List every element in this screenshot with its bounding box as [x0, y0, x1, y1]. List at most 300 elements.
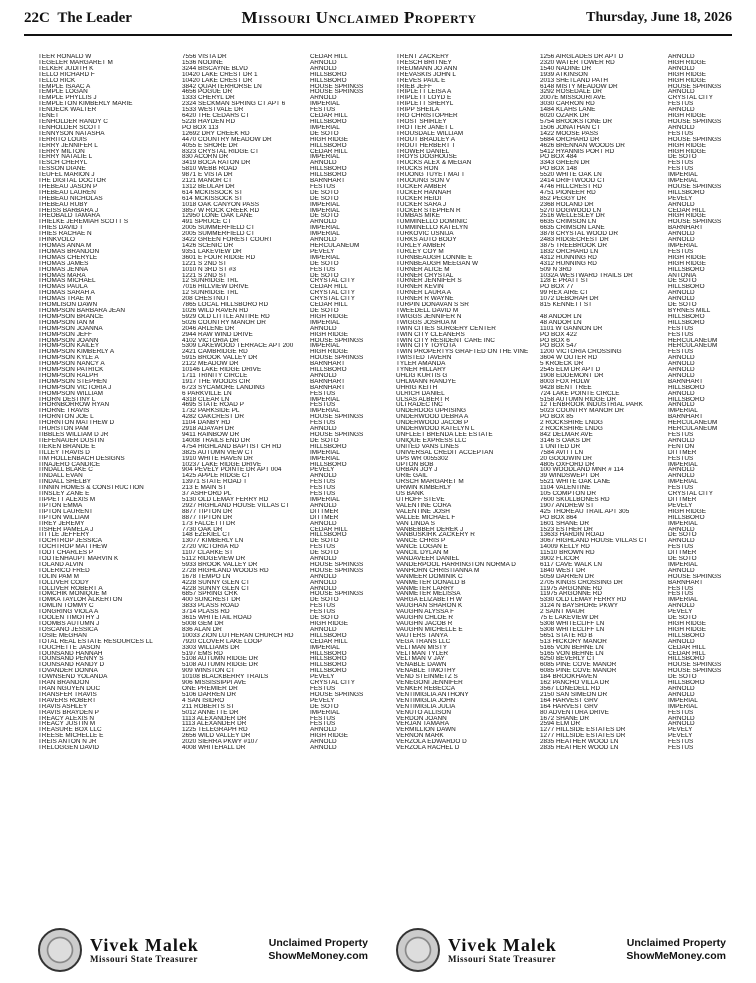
- owner-name: VANCIL DYLAN M: [396, 550, 449, 557]
- owner-name: UNIVERSAL CREDIT ACCEPTAN: [396, 449, 494, 456]
- owner-city: HIGH RIDGE: [668, 113, 706, 119]
- owner-address: 2368 ROLAND DR: [540, 201, 594, 208]
- owner-city: ARNOLD: [310, 739, 337, 746]
- owner-address: 208 CHESTNUT: [182, 296, 230, 303]
- owner-name: TWIN CITY RESIDENT CARE INC: [396, 337, 495, 344]
- owner-city: DE SOTO: [310, 130, 339, 137]
- owner-city: ARNOLD: [668, 372, 695, 379]
- owner-city: FESTUS: [668, 101, 694, 108]
- owner-address: 2483 RIDGECREST DR: [540, 237, 609, 243]
- owner-city: DE SOTO: [668, 302, 697, 308]
- owner-address: 12 SUNRIDGE TRL: [182, 290, 239, 297]
- owner-city: HIGH RIDGE: [668, 626, 706, 633]
- owner-name: THOMAS TRAE M: [38, 296, 92, 303]
- owner-city: IMPERIAL: [310, 396, 340, 403]
- owner-name: TISHER PAMELA J: [38, 526, 94, 533]
- owner-name: TEMPLE PHYLLIS J: [38, 95, 97, 102]
- owner-city: IMPERIAL: [310, 644, 340, 651]
- owner-address: PO BOX 422: [540, 331, 577, 338]
- owner-name: TIREY JEREMY: [38, 520, 85, 527]
- owner-name: THOMPSON JEFF: [38, 331, 92, 338]
- owner-address: 836 ALAN DR: [182, 626, 222, 633]
- owner-address: 8877 TIPTON DR: [182, 508, 233, 515]
- owner-address: 4656 POGUE DR: [182, 89, 233, 96]
- owner-name: THOMPSON JOANNA: [38, 325, 103, 332]
- owner-name: TUCKER STEPHEN R: [396, 207, 461, 214]
- owner-name: ULSAS ALBERT R: [396, 396, 450, 403]
- owner-address: 5130 OLD LEMAY FERRY RD: [182, 496, 269, 503]
- owner-name: TUMMINELLO KATELYN: [396, 225, 468, 232]
- owner-address: 1484 KLAHS LANE: [540, 107, 596, 114]
- owner-address: 904 PEVELY POINTE DR APT 004: [182, 467, 282, 474]
- owner-name: THORN DESTINY L: [38, 396, 96, 403]
- owner-address: 3292 ROSEDALE DR: [540, 89, 602, 96]
- owner-name: TURNER KEVIN: [396, 284, 444, 291]
- owner-name: TOSCANO JESSICA: [38, 626, 98, 633]
- owner-city: DE SOTO: [668, 278, 697, 285]
- owner-name: TREACY ALEXIS N: [38, 715, 94, 722]
- owner-name: TEMPLE LOGAN: [38, 89, 88, 96]
- owner-city: BARNHART: [310, 378, 346, 385]
- owner-city: DITTMER: [310, 508, 339, 515]
- owner-address: 5754 BROOKSTONE DR: [540, 118, 612, 125]
- owner-name: VENTIMIGLIA ANTHONY: [396, 691, 469, 698]
- owner-name: THOMPSON VICTORIA J: [38, 384, 112, 391]
- owner-name: THEBEAU RUBY: [38, 201, 88, 208]
- owner-address: 1018 OAK CANYON PASS: [182, 201, 259, 208]
- owner-name: TINDALL BLAKE C: [38, 467, 93, 474]
- owner-address: 2121 MANOR CT: [182, 178, 233, 184]
- owner-name: TRANSFER TRAVIS: [38, 691, 97, 698]
- owner-address: 12950 LONE OAK LANE: [182, 213, 253, 220]
- owner-city: HILLSBORO: [310, 632, 347, 639]
- owner-name: VAUGHN MICHELLE E: [396, 626, 463, 633]
- owner-address: 2918 ADAYAH DR: [182, 426, 234, 432]
- owner-address: 2705 KINGS CROSSING DR: [540, 579, 623, 586]
- owner-address: 5684 ORCHARD DR: [540, 136, 600, 143]
- owner-address: 11975 ARGONNE RD: [540, 591, 603, 598]
- owner-city: HOUSE SPRINGS: [668, 668, 722, 675]
- owner-city: BARNHART: [310, 178, 346, 184]
- owner-name: THOMAS MARA: [38, 272, 86, 279]
- owner-address: 1277 HILLSIDE ESTATES DR: [540, 733, 626, 740]
- owner-name: TURNER ALICE M: [396, 266, 450, 273]
- owner-address: 5330 OLD LEMAY FERRY RD: [540, 597, 627, 604]
- owner-address: 1277 HILLSIDE ESTATES DR: [540, 727, 626, 734]
- owner-address: 5158 AUTUMN RIDGE DR: [540, 396, 616, 403]
- owner-name: TOUNSAND HANNAH: [38, 650, 103, 657]
- owner-name: TURLEY COY M: [396, 248, 444, 255]
- owner-name: TREVASKIS JOHN L: [396, 71, 456, 78]
- owner-address: 400 SUNCREST DR: [182, 597, 241, 604]
- treasurer-signature: [448, 936, 578, 964]
- owner-city: ARNOLD: [310, 626, 337, 633]
- owner-city: FESTUS: [668, 485, 694, 492]
- owner-city: IMPERIAL: [310, 207, 340, 214]
- owner-city: FESTUS: [310, 491, 336, 497]
- owner-city: HILLSBORO: [310, 71, 347, 78]
- owner-name: TREIS ANTON N JR: [38, 739, 97, 746]
- owner-address: 1032A WESTWARD TRAILS DR: [540, 272, 633, 279]
- owner-address: 48 ANDOR LN: [540, 319, 582, 326]
- owner-city: HILLSBORO: [310, 118, 347, 125]
- owner-name: THEOBALD TAMARA: [38, 213, 101, 220]
- owner-city: HOUSE SPRINGS: [310, 89, 364, 96]
- owner-address: 5108 AUTUMN RIDGE DR: [182, 662, 258, 669]
- owner-city: FESTUS: [668, 349, 694, 356]
- owner-name: TUMBAS MIKE: [396, 213, 441, 220]
- owner-address: 6117 CAVE WALK LN: [540, 561, 603, 568]
- owner-name: THIES DAVID T: [38, 225, 84, 232]
- owner-address: 2324 SECKMAN SPRING CT APT 6: [182, 101, 286, 108]
- owner-address: 9411 RAINBOW DR: [182, 432, 240, 438]
- owner-address: 1907 ANDREW ST: [540, 502, 594, 509]
- owner-name: TROUSDALE WILLIAM: [396, 130, 464, 137]
- owner-name: VANHORN CHRISTIANNA M: [396, 567, 480, 574]
- owner-city: HILLSBORO: [310, 662, 347, 669]
- owner-address: 5197 EMS RD: [182, 650, 223, 657]
- owner-name: TEER RONALD W: [38, 54, 92, 60]
- owner-city: ARNOLD: [668, 201, 695, 208]
- owner-address: 842 DELMAR AVE: [540, 432, 593, 438]
- owner-name: THOMPSON KAILEY: [38, 343, 100, 350]
- owner-name: UNDERWOOD JACOB P: [396, 420, 469, 427]
- owner-name: UHRIG KEITH: [396, 384, 438, 391]
- owner-name: TOLIN PAM M: [38, 573, 79, 580]
- owner-name: THINKVOLO: [38, 237, 75, 243]
- owner-name: THOMPSON BRANCE: [38, 313, 104, 320]
- owner-city: DE SOTO: [668, 532, 697, 539]
- owner-name: VAUGHN ALYSSA F: [396, 609, 455, 616]
- owner-city: HOUSE SPRINGS: [668, 219, 722, 226]
- owner-address: PO BOX 484: [540, 154, 577, 161]
- owner-address: 6635 CRIMSON LN: [540, 219, 597, 226]
- owner-name: TYLER AMANDA: [396, 361, 446, 368]
- owner-address: 3825 AUTUMN VIEW CT: [182, 449, 254, 456]
- owner-city: FESTUS: [668, 585, 694, 592]
- owner-name: THOMAS JAMES: [38, 260, 89, 267]
- owner-address: 12692 DRY CREEK RD: [182, 130, 250, 137]
- owner-city: HILLSBORO: [668, 656, 705, 663]
- owner-address: 7584 AVITT LN: [540, 449, 584, 456]
- owner-city: IMPERIAL: [310, 154, 340, 161]
- owner-city: DE SOTO: [668, 556, 697, 562]
- owner-name: TOMCHIK MONIQUE M: [38, 591, 107, 598]
- owner-address: 10420 LAKE CREST DR 1: [182, 71, 258, 78]
- owner-name: THOMPSON STEPHEN: [38, 378, 107, 385]
- owner-address: 8003 FOX HOLW: [540, 378, 590, 385]
- owner-address: 1732 PARKSIDE PL: [182, 408, 240, 415]
- owner-name: TURNER JENNIFER S: [396, 278, 462, 285]
- owner-name: VANMETER MELISSA: [396, 591, 461, 598]
- owner-city: FENTON: [668, 443, 695, 450]
- owner-city: IMPERIAL: [668, 561, 698, 568]
- owner-name: THOMPSON WILLIAM: [38, 390, 103, 397]
- owner-name: TOTAL REAL ESTATE RESOURCES LL: [38, 638, 153, 645]
- owner-address: 213 E MAIN ST: [182, 485, 227, 492]
- owner-address: 3601 E FOUR RIDGE RD: [182, 254, 256, 261]
- owner-address: 1026 WILD RAVEN RD: [182, 307, 249, 314]
- owner-address: 5108 AUTUMN RIDGE DR: [182, 656, 258, 663]
- treasurer-footer-left: [38, 928, 368, 972]
- owner-address: 3422 GREEN FOREST COURT: [182, 237, 273, 243]
- owner-city: ARNOLD: [668, 685, 695, 692]
- owner-city: HILLSBORO: [310, 172, 347, 179]
- owner-address: 99 REX AIRE CT: [540, 290, 589, 297]
- owner-address: 7600 SKULLBONES RD: [540, 496, 610, 503]
- owner-name: TRUCKS RON: [396, 166, 439, 173]
- owner-name: TERRITO LOUIS: [38, 136, 87, 143]
- owner-address: 75 E LAKEVIEW DR: [540, 615, 599, 621]
- owner-city: IMPERIAL: [668, 172, 698, 179]
- owner-name: TRUOUNG SON V: [396, 178, 450, 184]
- owner-address: 1200 VICTORIA CROSSING: [540, 349, 622, 356]
- owner-name: VANCE CHRIS P: [396, 538, 446, 545]
- owner-name: THOMPSON KIMBERLY A: [38, 349, 115, 356]
- owner-address: 5106 DARREN DR: [182, 691, 236, 698]
- owner-name: VENKER REBECCA: [396, 685, 455, 692]
- owner-city: HIGH RIDGE: [668, 260, 706, 267]
- owner-name: THEBEAU JASON P: [38, 183, 98, 190]
- owner-address: 1840 WEST DR: [540, 567, 586, 574]
- owner-city: FESTUS: [668, 331, 694, 338]
- owner-city: DE SOTO: [310, 615, 339, 621]
- owner-city: ARNOLD: [668, 603, 695, 610]
- owner-name: THOMLISON DAWN: [38, 302, 98, 308]
- owner-city: HIGH RIDGE: [668, 508, 706, 515]
- owner-name: UHLMANN RANDYE: [396, 378, 457, 385]
- owner-city: ARNOLD: [668, 721, 695, 728]
- owner-address: 6148 MISTY MEADOW DR: [540, 83, 618, 90]
- owner-city: CEDAR HILL: [310, 284, 348, 291]
- owner-address: 1908 EDDEMONT DR: [540, 372, 604, 379]
- owner-name: TOUCHETTE JASON: [38, 644, 101, 651]
- owner-address: 13971 STATE ROAD T: [182, 479, 247, 486]
- owner-city: CEDAR HILL: [310, 526, 348, 533]
- owner-address: 614 MCKISSOCK ST: [182, 189, 243, 196]
- owner-address: 4008 WHITEHALL DR: [182, 745, 246, 751]
- state-seal-icon: [396, 928, 440, 972]
- owner-city: ARNOLD: [310, 95, 337, 102]
- owner-name: TREASURE BOX LLC: [38, 727, 102, 734]
- owner-name: TRESCH BRITNEY: [396, 59, 452, 66]
- owner-address: 1312 BEULAH DR: [182, 183, 235, 190]
- owner-city: HIGH RIDGE: [668, 59, 706, 66]
- owner-city: IMPERIAL: [310, 225, 340, 232]
- owner-city: ARNOLD: [668, 437, 695, 444]
- owner-address: 1678 TEMPO LN: [182, 573, 231, 580]
- owner-address: 7865 LOCAL HILLSBORO RD: [182, 302, 269, 308]
- owner-city: HOUSE SPRINGS: [310, 414, 364, 421]
- owner-address: 173 FALCETTI DR: [182, 520, 236, 527]
- owner-city: IMPERIAL: [310, 201, 340, 208]
- listing-column-left: [38, 54, 374, 926]
- owner-city: CRYSTAL CITY: [310, 680, 355, 686]
- owner-city: FESTUS: [668, 325, 694, 332]
- owner-city: HIGH RIDGE: [668, 254, 706, 261]
- owner-name: VANBUSKIRK ZACKERY R: [396, 532, 475, 539]
- owner-name: THOMPSON PATRICK: [38, 367, 104, 373]
- owner-address: 1221 S 2ND ST: [182, 272, 227, 279]
- treasurer-footer-right: [396, 928, 726, 972]
- owner-address: 4 SAN ISIDRO: [182, 697, 225, 704]
- owner-city: PEVELY: [668, 733, 693, 740]
- owner-address: 1523 ESTHER DR: [540, 526, 593, 533]
- owner-city: HOUSE SPRINGS: [668, 183, 722, 190]
- owner-city: ARNOLD: [310, 585, 337, 592]
- owner-address: 4228 SUNNY GLEN CT: [182, 579, 250, 586]
- owner-address: 7920 CLOVER LAKE LOOP: [182, 638, 262, 645]
- paper-name: The Leader: [57, 9, 132, 26]
- owner-address: 9428 BENT TREE: [540, 384, 592, 391]
- owner-city: BARNHART: [310, 361, 346, 368]
- owner-name: UPS WR 0055302: [396, 455, 449, 462]
- owner-address: ONE PREMIER DR: [182, 685, 238, 692]
- owner-address: 1533 WESTVALE DR: [182, 107, 244, 114]
- owner-city: CEDAR HILL: [668, 644, 706, 651]
- owner-address: 4102 VICTORIA DR: [182, 337, 239, 344]
- owner-address: 5929 OLD LITTLE ANTIRE RD: [182, 313, 270, 320]
- owner-name: TREACY JUSTIN M: [38, 721, 96, 728]
- owner-address: 2944 RAW WIND DRIVE: [182, 331, 253, 338]
- owner-name: VEND STEINMETZ S: [396, 674, 458, 681]
- owner-name: TRUONG TUYET MAI T: [396, 172, 465, 179]
- owner-name: THOMPSON NANCY A: [38, 361, 105, 368]
- owner-address: 2122 MEADOW DR: [182, 361, 239, 368]
- owner-address: 3615 WHITETAIL ROAD: [182, 615, 252, 621]
- owner-city: CEDAR HILL: [310, 302, 348, 308]
- treasurer-title: Missouri State Treasurer: [90, 954, 198, 964]
- owner-city: ARNOLD: [310, 556, 337, 562]
- owner-city: DITTMER: [668, 550, 697, 557]
- owner-city: HIGH RIDGE: [668, 148, 706, 155]
- owner-name: URBAN JOY J: [396, 467, 438, 474]
- owner-name: TESSON DIANE: [38, 166, 86, 173]
- owner-name: THOMAS PAULA: [38, 284, 88, 291]
- owner-city: PEVELY: [668, 195, 693, 202]
- owner-name: THEISS BARBARA J: [38, 207, 99, 214]
- owner-city: HIGH RIDGE: [310, 313, 348, 320]
- owner-address: 5059 DARREN DR: [540, 573, 594, 580]
- owner-city: PEVELY: [310, 674, 335, 681]
- owner-city: ARNOLD: [668, 526, 695, 533]
- owner-name: TRELOGGEN DAVID: [38, 745, 99, 751]
- owner-name: TINAJERO CANDICE: [38, 461, 101, 468]
- owner-city: ARNOLD: [310, 219, 337, 226]
- owner-address: 1536 NODINE: [182, 59, 223, 66]
- owner-address: 5412 HYANNIS PORT RD: [540, 148, 615, 155]
- owner-city: FESTUS: [310, 183, 336, 190]
- owner-address: 20 GOODWIN DR: [540, 455, 592, 462]
- owner-name: THORNBORROW RYAN: [38, 402, 110, 409]
- owner-address: 2656 WILD VALLEY DR: [182, 733, 251, 740]
- owner-name: TRAN BRANDON: [38, 680, 90, 686]
- owner-address: 5228 HAYDEN RD: [182, 118, 236, 125]
- owner-city: HOUSE SPRINGS: [310, 561, 364, 568]
- owner-city: IMPERIAL: [668, 697, 698, 704]
- owner-address: 6 PARKVILLE LN: [182, 390, 232, 397]
- owner-city: HERCULANEUM: [668, 426, 718, 432]
- owner-city: DITTMER: [668, 496, 697, 503]
- owner-name: VELTMAN V JAY: [396, 656, 445, 663]
- owner-name: TROYS DOGHOUSE: [396, 154, 458, 161]
- owner-address: 1426 SCENIC DR: [182, 243, 234, 249]
- owner-address: 1672 SHANE DR: [540, 715, 590, 722]
- owner-name: TUCKER HANNAH: [396, 189, 452, 196]
- owner-city: HIGH RIDGE: [668, 71, 706, 78]
- owner-name: TOLLIVER CODY: [38, 579, 90, 586]
- owner-address: 425 THOREAU TRAIL APT 305: [540, 508, 630, 515]
- owner-city: DITTMER: [668, 449, 697, 456]
- owner-name: TRAVIS ASHLEY: [38, 703, 88, 710]
- owner-address: 10237 LAKE RIDGE DRIVE: [182, 461, 262, 468]
- owner-city: FESTUS: [310, 544, 336, 551]
- owner-address: 211 ROBERTS ST: [182, 703, 235, 710]
- owner-name: TOLERICO FRED: [38, 567, 90, 574]
- owner-address: 1113 ALEXANDER DR: [182, 715, 247, 722]
- owner-address: 1333 CHERYL DR: [182, 95, 235, 102]
- owner-name: UTHOFF STEVE: [396, 496, 445, 503]
- owner-city: BARNHART: [668, 225, 704, 232]
- owner-name: TRIPLETT LOYD E: [396, 95, 452, 102]
- owner-city: HILLSBORO: [668, 396, 705, 403]
- owner-city: IMPERIAL: [310, 254, 340, 261]
- owner-name: TOWNSEND YOLANDA: [38, 674, 108, 681]
- owner-address: 5521 WHITE OAK LANE: [540, 479, 611, 486]
- owner-address: 14008 TRAILS END DR: [182, 437, 251, 444]
- owner-name: THORNTON JOE L: [38, 414, 94, 421]
- owner-name: TROUT HERBERT T: [396, 142, 456, 149]
- owner-city: IMPERIAL: [668, 520, 698, 527]
- owner-name: TIEKEN BRANDE E: [38, 443, 96, 450]
- owner-address: 513 HICKORY MANOR: [540, 638, 607, 645]
- owner-address: 4282 OAKCREST DR: [182, 414, 245, 421]
- owner-address: PO BOX 6: [540, 337, 570, 344]
- owner-city: FESTUS: [310, 485, 336, 492]
- owner-city: FESTUS: [310, 721, 336, 728]
- owner-name: TENDECK WALTER: [38, 107, 97, 114]
- owner-address: 909 WINSTON CT: [182, 668, 235, 675]
- owner-city: PEVELY: [668, 727, 693, 734]
- owner-name: TEMPLETON KIMBERLY MARIE: [38, 101, 133, 108]
- owner-name: TRO CHRISTOPHER: [396, 113, 458, 119]
- owner-name: VEGA TRANS LLC: [396, 638, 451, 645]
- owner-city: ARNOLD: [668, 473, 695, 480]
- owner-name: VANDAVEER DANIEL: [396, 556, 460, 562]
- owner-name: VANMETER DONALD B: [396, 579, 466, 586]
- owner-address: 906 MISSISSIPPI AVE: [182, 680, 247, 686]
- owner-city: BARNHART: [668, 414, 704, 421]
- owner-city: PEVELY: [668, 609, 693, 616]
- page-header: [24, 6, 732, 30]
- owner-name: TOOMBS AUTUMN J: [38, 621, 100, 627]
- owner-address: 2728 HIGHLAND WOODS RD: [182, 567, 269, 574]
- owner-address: 5308 WHITECLIFF LN: [540, 626, 605, 633]
- owner-address: 12 SUNRIDGE TRL: [182, 278, 239, 285]
- owner-city: HIGH RIDGE: [668, 213, 706, 220]
- owner-name: THOMPSON JOANN: [38, 337, 99, 344]
- owner-city: HILLSBORO: [310, 461, 347, 468]
- owner-address: 5 KROECK DR: [540, 361, 584, 368]
- owner-name: TERRY MILTON: [38, 148, 85, 155]
- owner-city: HOUSE SPRINGS: [310, 567, 364, 574]
- owner-city: IMPERIAL: [310, 124, 340, 131]
- owner-city: DE SOTO: [310, 213, 339, 220]
- owner-name: VELTMAN MISTY: [396, 644, 448, 651]
- owner-address: 6635 CRIMSON LANE: [540, 225, 605, 232]
- owner-name: VAUGHN CHLOE R: [396, 615, 454, 621]
- promo-text: [626, 937, 726, 963]
